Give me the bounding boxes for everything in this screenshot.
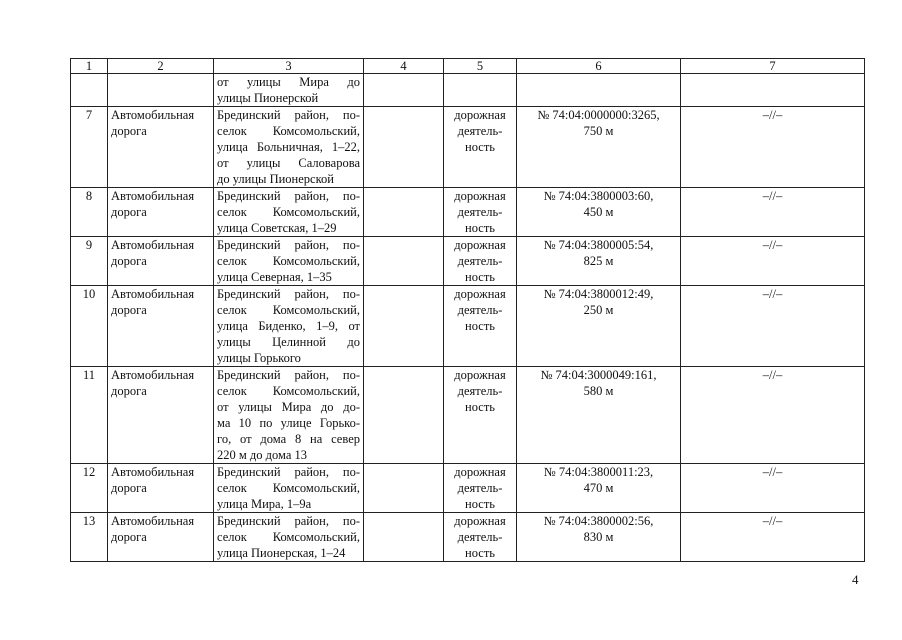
activity-type <box>444 188 517 237</box>
row-number: 12 <box>71 464 108 513</box>
object-location <box>214 74 364 107</box>
note: –//– <box>681 237 865 286</box>
cadastral-number-line: 470 м <box>583 481 614 495</box>
object-name-line: дорога <box>111 124 147 138</box>
row-number: 11 <box>71 367 108 464</box>
activity-type <box>444 464 517 513</box>
cadastral-number <box>517 188 681 237</box>
object-location <box>214 464 364 513</box>
activity-type-line: ность <box>465 221 495 235</box>
activity-type <box>444 74 517 107</box>
object-name <box>108 107 214 188</box>
object-location-line: Брединский район, по- <box>217 189 360 203</box>
note: –//– <box>681 513 865 562</box>
activity-type-line: деятель- <box>457 303 503 317</box>
object-location-line: улицы Горького <box>217 351 301 365</box>
cadastral-number-line: № 74:04:3800012:49, <box>543 287 654 301</box>
table-body <box>71 74 865 562</box>
cadastral-number-line: № 74:04:0000000:3265, <box>537 108 660 122</box>
object-location-line: Брединский район, по- <box>217 287 360 301</box>
cadastral-number-line: № 74:04:3800003:60, <box>543 189 654 203</box>
cadastral-number <box>517 286 681 367</box>
table-row <box>71 237 865 286</box>
column-4-value <box>364 74 444 107</box>
column-4-value <box>364 188 444 237</box>
object-location-line: 220 м до дома 13 <box>217 448 308 462</box>
object-location-line: Брединский район, по- <box>217 238 360 252</box>
object-name-line: дорога <box>111 384 147 398</box>
object-location-line: го, от дома 8 на север <box>217 432 360 446</box>
activity-type-line: деятель- <box>457 254 503 268</box>
object-location-line: селок Комсомольский, <box>217 481 360 495</box>
column-4-value <box>364 107 444 188</box>
cadastral-number <box>517 237 681 286</box>
note: –//– <box>681 464 865 513</box>
object-location-line: Брединский район, по- <box>217 368 360 382</box>
activity-type-line: дорожная <box>454 465 506 479</box>
note: –//– <box>681 188 865 237</box>
object-name <box>108 188 214 237</box>
object-name-line: Автомобильная <box>111 465 195 479</box>
object-location-line: селок Комсомольский, <box>217 530 360 544</box>
row-number <box>71 74 108 107</box>
cadastral-number-line: 830 м <box>583 530 614 544</box>
object-name <box>108 513 214 562</box>
cadastral-number-line: № 74:04:3800005:54, <box>543 238 654 252</box>
activity-type-line: деятель- <box>457 530 503 544</box>
row-number: 9 <box>71 237 108 286</box>
activity-type-line: ность <box>465 270 495 284</box>
cadastral-number-line: 250 м <box>583 303 614 317</box>
activity-type-line: ность <box>465 319 495 333</box>
object-location-line: Брединский район, по- <box>217 108 360 122</box>
column-4-value <box>364 367 444 464</box>
note: –//– <box>681 286 865 367</box>
table-row <box>71 286 865 367</box>
table-row <box>71 367 865 464</box>
page-number: 4 <box>852 572 859 587</box>
object-location <box>214 237 364 286</box>
object-location-line: улицы Пионерской <box>217 91 319 105</box>
column-header-2: 2 <box>108 59 214 74</box>
cadastral-number-line: 580 м <box>583 384 614 398</box>
object-name-line: дорога <box>111 205 147 219</box>
activity-type <box>444 237 517 286</box>
column-4-value <box>364 464 444 513</box>
object-location-line: селок Комсомольский, <box>217 303 360 317</box>
cadastral-number <box>517 513 681 562</box>
column-4-value <box>364 286 444 367</box>
table-row <box>71 513 865 562</box>
activity-type-line: деятель- <box>457 384 503 398</box>
note <box>681 74 865 107</box>
activity-type <box>444 107 517 188</box>
activity-type <box>444 513 517 562</box>
row-number: 8 <box>71 188 108 237</box>
object-location-line: улица Больничная, 1–22, <box>217 140 360 154</box>
object-name-line: Автомобильная <box>111 514 195 528</box>
object-name-line: дорога <box>111 303 147 317</box>
activity-type-line: деятель- <box>457 124 503 138</box>
object-location <box>214 367 364 464</box>
column-header-4: 4 <box>364 59 444 74</box>
column-header-6: 6 <box>517 59 681 74</box>
cadastral-number-line: 450 м <box>583 205 614 219</box>
activity-type <box>444 367 517 464</box>
activity-type-line: ность <box>465 140 495 154</box>
cadastral-number <box>517 464 681 513</box>
object-location-line: селок Комсомольский, <box>217 124 360 138</box>
object-name <box>108 74 214 107</box>
object-location-line: улица Мира, 1–9а <box>217 497 312 511</box>
object-location-line: селок Комсомольский, <box>217 205 360 219</box>
object-location-line: от улицы Мира до <box>217 75 360 89</box>
object-location-line: ма 10 по улице Горько- <box>217 416 360 430</box>
object-location <box>214 107 364 188</box>
cadastral-number-line: № 74:04:3800002:56, <box>543 514 654 528</box>
column-header-7: 7 <box>681 59 865 74</box>
object-name-line: Автомобильная <box>111 287 195 301</box>
object-name-line: дорога <box>111 481 147 495</box>
table-row <box>71 107 865 188</box>
cadastral-number-line: 750 м <box>583 124 614 138</box>
activity-type-line: деятель- <box>457 205 503 219</box>
column-4-value <box>364 513 444 562</box>
object-location-line: улица Биденко, 1–9, от <box>217 319 360 333</box>
object-location-line: селок Комсомольский, <box>217 384 360 398</box>
object-location-line: улица Пионерская, 1–24 <box>217 546 346 560</box>
object-location-line: улицы Целинной до <box>217 335 360 349</box>
header-row <box>71 59 865 74</box>
row-number: 13 <box>71 513 108 562</box>
data-table <box>70 58 865 562</box>
object-name-line: Автомобильная <box>111 238 195 252</box>
table-row <box>71 464 865 513</box>
table-row <box>71 188 865 237</box>
activity-type <box>444 286 517 367</box>
note: –//– <box>681 107 865 188</box>
object-name-line: Автомобильная <box>111 189 195 203</box>
object-name-line: Автомобильная <box>111 368 195 382</box>
object-location <box>214 188 364 237</box>
object-location-line: до улицы Пионерской <box>217 172 334 186</box>
row-number: 7 <box>71 107 108 188</box>
cadastral-number-line: № 74:04:3000049:161, <box>540 368 657 382</box>
activity-type-line: дорожная <box>454 368 506 382</box>
object-name-line: дорога <box>111 530 147 544</box>
activity-type-line: ность <box>465 400 495 414</box>
object-location <box>214 286 364 367</box>
column-4-value <box>364 237 444 286</box>
object-location-line: селок Комсомольский, <box>217 254 360 268</box>
object-name-line: дорога <box>111 254 147 268</box>
activity-type-line: дорожная <box>454 514 506 528</box>
column-header-5: 5 <box>444 59 517 74</box>
object-name <box>108 286 214 367</box>
object-location-line: Брединский район, по- <box>217 465 360 479</box>
cadastral-number-line: 825 м <box>583 254 614 268</box>
object-location-line: улица Северная, 1–35 <box>217 270 332 284</box>
object-name <box>108 464 214 513</box>
cadastral-number <box>517 367 681 464</box>
object-location-line: от улицы Мира до до- <box>217 400 360 414</box>
row-number: 10 <box>71 286 108 367</box>
cadastral-number <box>517 74 681 107</box>
activity-type-line: дорожная <box>454 287 506 301</box>
object-name <box>108 237 214 286</box>
activity-type-line: ность <box>465 497 495 511</box>
activity-type-line: дорожная <box>454 189 506 203</box>
object-location-line: улица Советская, 1–29 <box>217 221 337 235</box>
table-row <box>71 74 865 107</box>
object-location-line: Брединский район, по- <box>217 514 360 528</box>
object-name-line: Автомобильная <box>111 108 195 122</box>
object-name <box>108 367 214 464</box>
object-location <box>214 513 364 562</box>
cadastral-number-line: № 74:04:3800011:23, <box>543 465 654 479</box>
column-header-1: 1 <box>71 59 108 74</box>
activity-type-line: ность <box>465 546 495 560</box>
activity-type-line: дорожная <box>454 238 506 252</box>
object-location-line: от улицы Саловарова <box>217 156 360 170</box>
cadastral-number <box>517 107 681 188</box>
activity-type-line: деятель- <box>457 481 503 495</box>
note: –//– <box>681 367 865 464</box>
activity-type-line: дорожная <box>454 108 506 122</box>
column-header-3: 3 <box>214 59 364 74</box>
